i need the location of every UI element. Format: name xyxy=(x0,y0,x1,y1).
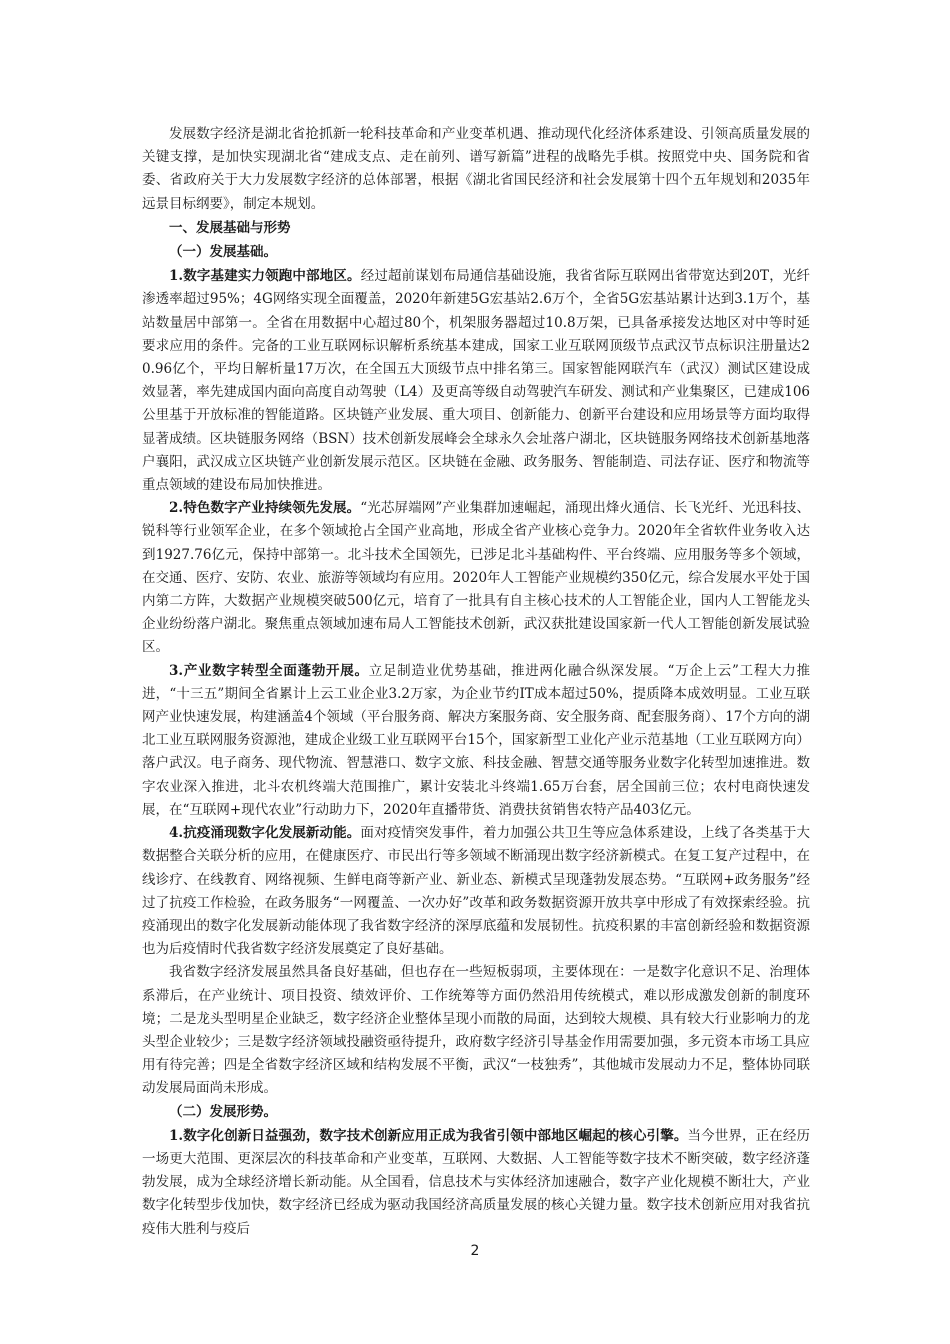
paragraph-text: 经过超前谋划布局通信基础设施，我省省际互联网出省带宽达到20T，光纤渗透率超过95%；4G网络实现全面覆盖，2020年新建5G宏基站2.6万个，全省5G宏基站累计达到3.1万个，基站数量居中部第一。全省在用数据中心超过80个，机架服务器超过10.8万架，已具备承接发达地区对中等时延要求应用的条件。完备的工业互联网标识解析系统基本建成，国家工业互联网顶级节点武汉节点标识注册量达20.96亿个，平均日解析量17万次，在全国五大顶级节点中排名第三。国家智能网联汽车（武汉）测试区建设成效显著，率先建成国内面向高度自动驾驶（L4）及更高等级自动驾驶汽车研发、测试和产业集聚区，已建成106公里基于开放标准的智能道路。区块链产业发展、重大项目、创新能力、创新平台建设和应用场景等方面均取得显著成绩。区块链服务网络（BSN）技术创新发展峰会全球永久会址落户湖北，区块链服务网络技术创新基地落户襄阳，武汉成立区块链产业创新发展示范区。区块链在金融、政务服务、智能制造、司法存证、医疗和物流等重点领域的建设布局加快推进。 xyxy=(142,268,810,494)
paragraph-text: 当今世界，正在经历一场更大范围、更深层次的科技革命和产业变革，互联网、大数据、人工智能等数字技术不断突破，数字经济蓬勃发展，成为全球经济增长新动能。从全国看，信息技术与实体经济加速融合，数字产业化规模不断壮大，产业数字化转型步伐加快，数字经济已经成为驱动我国经济高质量发展的核心关键力量。数字技术创新应用对我省抗疫伟大胜利与疫后 xyxy=(142,1127,811,1237)
trend-paragraph-1 xyxy=(142,1125,810,1241)
paragraph-item-4 xyxy=(142,822,810,961)
section-heading: 一、发展基础与形势 xyxy=(169,219,291,236)
paragraph-lead: 3.产业数字转型全面蓬勃开展。 xyxy=(169,662,369,679)
subsection-heading: （一）发展基础。 xyxy=(169,244,277,261)
paragraph-item-1 xyxy=(142,265,810,497)
weakness-paragraph: 我省数字经济发展虽然具备良好基础，但也存在一些短板弱项，主要体现在：一是数字化意识不足、治理体系滞后，在产业统计、项目投资、绩效评价、工作统筹等方面仍然沿用传统模式，难以形成激发创新的制度环境；二是龙头型明星企业缺乏，数字经济企业整体呈现小而散的局面，达到较大规模、具有较大行业影响力的龙头型企业较少；三是数字经济领域投融资亟待提升，政府数字经济引导基金作用需要加强，多元资本市场工具应用有待完善；四是全省数字经济区域和结构发展不平衡，武汉“一枝独秀”，其他城市发展动力不足，整体协同联动发展局面尚未形成。 xyxy=(142,964,810,1097)
subsection-heading: （二）发展形势。 xyxy=(169,1103,277,1120)
paragraph-lead: 2.特色数字产业持续领先发展。 xyxy=(169,500,361,517)
intro-paragraph: 发展数字经济是湖北省抢抓新一轮科技革命和产业变革机遇、推动现代化经济体系建设、引领高质量发展的关键支撑，是加快实现湖北省“建成支点、走在前列、谱写新篇”进程的战略先手棋。按照党中央、国务院和省委、省政府关于大力发展数字经济的总体部署，根据《湖北省国民经济和社会发展第十四个五年规划和2035年远景目标纲要》，制定本规划。 xyxy=(142,126,810,212)
paragraph-lead: 1.数字化创新日益强劲，数字技术创新应用正成为我省引领中部地区崛起的核心引擎。 xyxy=(169,1127,688,1144)
document-body xyxy=(142,123,810,1241)
paragraph-item-2 xyxy=(142,497,810,659)
paragraph-lead: 1.数字基建实力领跑中部地区。 xyxy=(169,268,361,285)
page-number: 2 xyxy=(470,1243,480,1259)
paragraph-text: 面对疫情突发事件，着力加强公共卫生等应急体系建设，上线了各类基于大数据整合关联分析的应用，在健康医疗、市民出行等多领域不断涌现出数字经济新模式。在复工复产过程中，在线诊疗、在线教育、网络视频、生鲜电商等新产业、新业态、新模式呈现蓬勃发展态势。“互联网+政务服务”经过了抗疫工作检验，在政务服务“一网覆盖、一次办好”改革和政务数据资源开放共享中形成了有效探索经验。抗疫涌现出的数字化发展新动能体现了我省数字经济的深厚底蕴和发展韧性。抗疫积累的丰富创新经验和数据资源也为后疫情时代我省数字经济发展奠定了良好基础。 xyxy=(142,825,810,958)
paragraph-text: 立足制造业优势基础，推进两化融合纵深发展。“万企上云”工程大力推进，“十三五”期间全省累计上云工业企业3.2万家，为企业节约IT成本超过50%，提质降本成效明显。工业互联网产业快速发展，构建涵盖4个领域（平台服务商、解决方案服务商、安全服务商、配套服务商）、17个方向的湖北工业互联网服务资源池，建成企业级工业互联网平台15个，国家新型工业化产业示范基地（工业互联网方向）落户武汉。电子商务、现代物流、智慧港口、数字文旅、科技金融、智慧交通等服务业数字化转型加速推进。数字农业深入推进，北斗农机终端大范围推广，累计安装北斗终端1.65万台套，居全国前三位；农村电商快速发展，在“互联网+现代农业”行动助力下，2020年直播带货、消费扶贫销售农特产品403亿元。 xyxy=(142,662,810,818)
paragraph-lead: 4.抗疫涌现数字化发展新动能。 xyxy=(169,825,361,842)
paragraph-text: “光芯屏端网”产业集群加速崛起，涌现出烽火通信、长飞光纤、光迅科技、锐科等行业领军企业，在多个领域抢占全国产业高地，形成全省产业核心竞争力。2020年全省软件业务收入达到1927.76亿元，保持中部第一。北斗技术全国领先，已涉足北斗基础构件、平台终端、应用服务等多个领域，在交通、医疗、安防、农业、旅游等领域均有应用。2020年人工智能产业规模约350亿元，综合发展水平处于国内第二方阵，大数据产业规模突破500亿元，培育了一批具有自主核心技术的人工智能企业，国内人工智能龙头企业纷纷落户湖北。聚焦重点领域加速布局人工智能技术创新，武汉获批建设国家新一代人工智能创新发展试验区。 xyxy=(142,500,810,656)
paragraph-item-3 xyxy=(142,660,810,822)
